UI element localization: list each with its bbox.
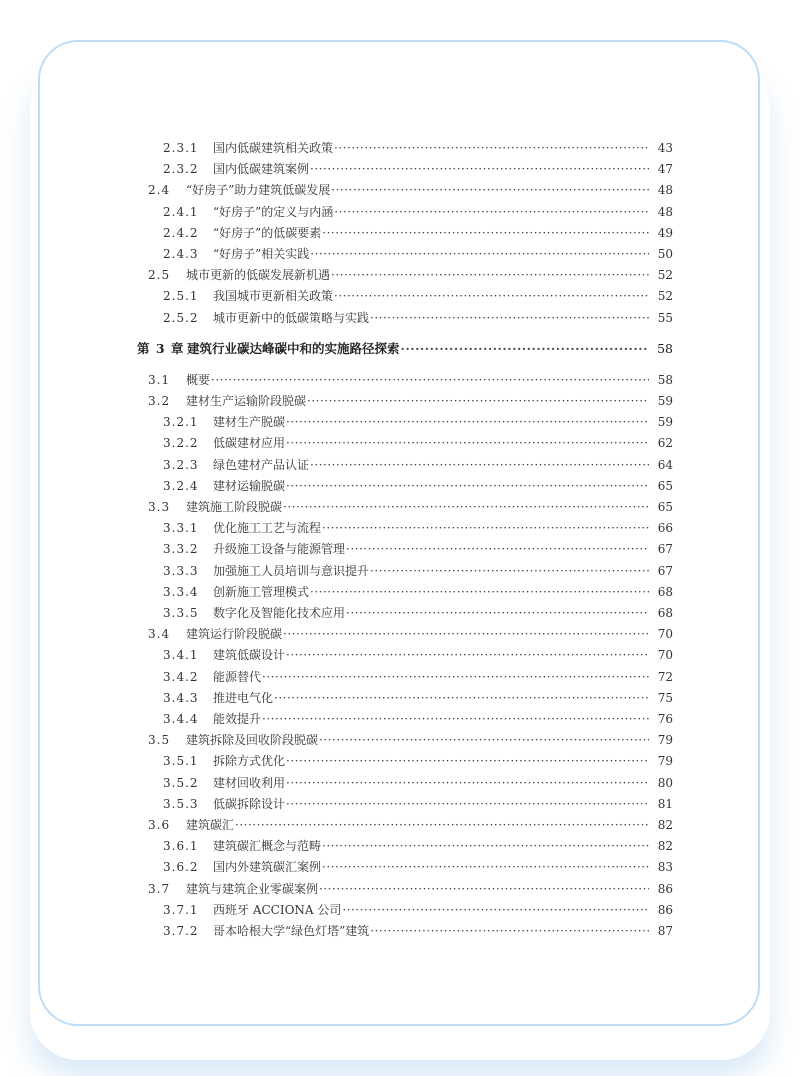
toc-page-number: 81 <box>657 796 673 811</box>
dot-leader <box>310 457 649 473</box>
toc-number: 2.3.2 <box>163 162 199 177</box>
dot-leader <box>262 669 649 685</box>
toc-number: 3.2.3 <box>163 457 199 472</box>
toc-number: 3.3.3 <box>163 563 199 578</box>
toc-page-number: 58 <box>657 372 673 387</box>
dot-leader <box>401 341 649 357</box>
toc-number: 3.6 <box>148 818 171 832</box>
toc-page-number: 72 <box>657 669 673 684</box>
toc-title: 建筑拆除及回收阶段脱碳 <box>186 733 319 748</box>
toc-number: 3.4.2 <box>163 669 199 684</box>
toc-page-number: 79 <box>657 754 673 769</box>
toc-number: 3.4.1 <box>163 648 199 663</box>
toc-number: 2.3.1 <box>163 141 199 155</box>
dot-leader <box>286 753 649 769</box>
toc-title: “好房子”助力建筑低碳发展 <box>186 183 331 198</box>
dot-leader <box>370 563 649 579</box>
toc-title: 建筑行业碳达峰碳中和的实施路径探索 <box>187 340 400 356</box>
toc-entry[interactable] <box>163 796 673 812</box>
dot-leader <box>286 796 649 812</box>
toc-entry[interactable] <box>148 499 673 515</box>
dot-leader <box>322 225 649 241</box>
toc-entry[interactable] <box>148 393 673 409</box>
toc-number: 3.3.2 <box>163 542 199 557</box>
dot-leader <box>319 881 649 897</box>
toc-number: 2.4.2 <box>163 225 199 240</box>
toc-page-number: 82 <box>657 818 673 832</box>
dot-leader <box>334 140 649 156</box>
toc-title: 建材生产运输阶段脱碳 <box>186 394 307 408</box>
toc-entry[interactable] <box>163 669 673 685</box>
toc-number: 3.2.4 <box>163 478 199 493</box>
toc-title: 建筑碳汇 <box>186 818 235 832</box>
toc-entry[interactable] <box>163 859 673 875</box>
toc-page-number: 76 <box>657 712 673 726</box>
dot-leader <box>307 393 649 409</box>
toc-page-number: 70 <box>657 627 673 642</box>
toc-entry[interactable] <box>163 288 673 304</box>
toc-title: 推进电气化 <box>213 690 274 705</box>
toc-entry[interactable] <box>163 457 673 473</box>
dot-leader <box>310 584 649 600</box>
toc-title: 建材运输脱碳 <box>213 478 286 493</box>
toc-title: 国内低碳建筑相关政策 <box>213 141 334 155</box>
toc-entry[interactable] <box>163 520 673 536</box>
dot-leader <box>322 838 649 854</box>
toc-entry[interactable] <box>163 246 673 262</box>
toc-page-number: 70 <box>657 648 673 663</box>
toc-page-number: 66 <box>657 521 673 536</box>
toc-title: 哥本哈根大学“绿色灯塔”建筑 <box>213 924 370 938</box>
toc-page-number: 86 <box>657 902 673 917</box>
toc-title: 我国城市更新相关政策 <box>213 289 334 304</box>
dot-leader <box>283 499 649 515</box>
toc-number: 3.4.3 <box>163 690 199 705</box>
dot-leader <box>274 690 649 706</box>
toc-entry[interactable] <box>148 182 673 198</box>
dot-leader <box>334 204 649 220</box>
toc-page-number: 65 <box>657 478 673 493</box>
toc-entry[interactable] <box>163 690 673 706</box>
toc-title: 建筑低碳设计 <box>213 648 286 663</box>
toc-entry[interactable] <box>148 267 673 283</box>
toc-number: 2.5 <box>148 268 171 283</box>
toc-number: 3.5.3 <box>163 796 199 811</box>
toc-number: 3.6.2 <box>163 860 199 875</box>
toc-number: 3.7 <box>148 881 171 896</box>
toc-entry[interactable] <box>163 140 673 156</box>
toc-entry[interactable] <box>163 478 673 494</box>
toc-entry[interactable] <box>163 541 673 557</box>
toc-page-number: 75 <box>657 690 673 705</box>
toc-page-number: 67 <box>657 542 673 557</box>
dot-leader <box>346 605 649 621</box>
toc-number: 3.6.1 <box>163 839 199 854</box>
toc-page-number: 52 <box>657 268 673 283</box>
toc-title: 优化施工工艺与流程 <box>213 521 322 536</box>
toc-entry[interactable] <box>163 435 673 451</box>
toc-page-number: 80 <box>657 775 673 790</box>
toc-page-number: 68 <box>657 606 673 620</box>
toc-title: 拆除方式优化 <box>213 754 286 769</box>
toc-entry[interactable] <box>163 225 673 241</box>
dot-leader <box>286 647 649 663</box>
dot-leader <box>286 478 649 494</box>
toc-entry[interactable] <box>148 626 673 642</box>
toc-page-number: 83 <box>657 860 673 875</box>
toc-entry[interactable] <box>148 881 673 897</box>
toc-number: 第 3 章 <box>137 340 185 356</box>
toc-page-number: 58 <box>657 340 673 356</box>
toc-title: 建筑与建筑企业零碳案例 <box>186 881 319 896</box>
toc-entry[interactable] <box>163 647 673 663</box>
dot-leader <box>370 310 649 326</box>
dot-leader <box>331 267 649 283</box>
toc-title: 国内低碳建筑案例 <box>213 162 310 177</box>
toc-page-number: 59 <box>657 394 673 408</box>
toc-entry[interactable] <box>163 775 673 791</box>
toc-page-number: 59 <box>657 415 673 430</box>
toc-entry[interactable] <box>163 414 673 430</box>
toc-title: 建筑施工阶段脱碳 <box>186 500 283 514</box>
toc-title: 西班牙 ACCIONA 公司 <box>213 902 342 917</box>
dot-leader <box>286 775 649 791</box>
dot-leader <box>262 711 649 727</box>
toc-page-number: 49 <box>657 225 673 240</box>
toc-number: 2.5.2 <box>163 310 199 325</box>
toc-title: 加强施工人员培训与意识提升 <box>213 563 370 578</box>
toc-title: 国内外建筑碳汇案例 <box>213 860 322 875</box>
toc-page-number: 67 <box>657 563 673 578</box>
toc-page-number: 47 <box>657 162 673 177</box>
toc-entry[interactable] <box>148 372 673 388</box>
toc-entry[interactable] <box>148 817 673 833</box>
dot-leader <box>342 902 649 918</box>
toc-number: 3.2.2 <box>163 436 199 451</box>
toc-page-number: 48 <box>657 183 673 198</box>
toc-title: “好房子”相关实践 <box>213 247 310 261</box>
dot-leader <box>286 435 649 451</box>
toc-title: 绿色建材产品认证 <box>213 457 310 472</box>
toc-entry[interactable] <box>163 838 673 854</box>
toc-number: 3.5.2 <box>163 775 199 790</box>
dot-leader <box>310 246 649 262</box>
toc-page-number: 55 <box>657 310 673 325</box>
toc-entry[interactable] <box>163 923 673 939</box>
toc-page-number: 82 <box>657 839 673 854</box>
toc-number: 3.4.4 <box>163 712 199 726</box>
dot-leader <box>322 520 649 536</box>
toc-title: 城市更新中的低碳策略与实践 <box>213 310 370 325</box>
toc-number: 2.4.3 <box>163 247 199 261</box>
toc-number: 3.3.4 <box>163 584 199 599</box>
toc-entry[interactable] <box>163 563 673 579</box>
toc-title: 低碳建材应用 <box>213 436 286 451</box>
toc-number: 3.3.5 <box>163 606 199 620</box>
toc-title: 数字化及智能化技术应用 <box>213 606 346 620</box>
toc-title: 创新施工管理模式 <box>213 584 310 599</box>
dot-leader <box>310 161 649 177</box>
toc-number: 3.7.1 <box>163 902 199 917</box>
toc-number: 2.4.1 <box>163 204 199 219</box>
toc-page-number: 50 <box>657 247 673 261</box>
toc-title: “好房子”的定义与内涵 <box>213 204 334 219</box>
toc-page-number: 43 <box>657 141 673 155</box>
toc-entry[interactable] <box>163 584 673 600</box>
toc-number: 3.4 <box>148 627 171 642</box>
toc-title: 建材生产脱碳 <box>213 415 286 430</box>
toc-page-number: 48 <box>657 204 673 219</box>
toc-page-number: 87 <box>657 924 673 938</box>
toc-page-number: 79 <box>657 733 673 748</box>
toc-title: 升级施工设备与能源管理 <box>213 542 346 557</box>
dot-leader <box>334 288 649 304</box>
toc-page-number: 65 <box>657 500 673 514</box>
toc-title: 能效提升 <box>213 712 262 726</box>
toc-entry[interactable] <box>163 711 673 727</box>
dot-leader <box>331 182 649 198</box>
toc-page-number: 68 <box>657 584 673 599</box>
toc-number: 3.5 <box>148 733 171 748</box>
toc-page-number: 52 <box>657 289 673 304</box>
dot-leader <box>319 732 649 748</box>
toc-entry[interactable] <box>163 204 673 220</box>
toc-title: 低碳拆除设计 <box>213 796 286 811</box>
toc-entry[interactable] <box>148 732 673 748</box>
toc-title: 能源替代 <box>213 669 262 684</box>
toc-page-number: 86 <box>657 881 673 896</box>
toc-number: 3.2 <box>148 394 171 408</box>
toc-number: 3.1 <box>148 372 171 387</box>
toc-number: 2.4 <box>148 183 171 198</box>
toc-entry[interactable] <box>163 605 673 621</box>
dot-leader <box>286 414 649 430</box>
toc-entry[interactable] <box>163 753 673 769</box>
toc-page-number: 62 <box>657 436 673 451</box>
toc-number: 2.5.1 <box>163 289 199 304</box>
toc-number: 3.5.1 <box>163 754 199 769</box>
toc-title: 建筑碳汇概念与范畴 <box>213 839 322 854</box>
toc-title: “好房子”的低碳要素 <box>213 225 322 240</box>
dot-leader <box>235 817 649 833</box>
toc-entry[interactable] <box>163 310 673 326</box>
toc-chapter-entry[interactable] <box>137 341 673 357</box>
dot-leader <box>211 372 649 388</box>
dot-leader <box>283 626 649 642</box>
dot-leader <box>322 859 649 875</box>
toc-number: 3.3 <box>148 500 171 514</box>
toc-title: 城市更新的低碳发展新机遇 <box>186 268 331 283</box>
toc-page-number: 64 <box>657 457 673 472</box>
toc-number: 3.3.1 <box>163 521 199 536</box>
toc-title: 建筑运行阶段脱碳 <box>186 627 283 642</box>
toc-entry[interactable] <box>163 902 673 918</box>
dot-leader <box>346 541 649 557</box>
toc-number: 3.7.2 <box>163 924 199 938</box>
toc-title: 概要 <box>186 372 211 387</box>
dot-leader <box>370 923 649 939</box>
toc-number: 3.2.1 <box>163 415 199 430</box>
toc-entry[interactable] <box>163 161 673 177</box>
toc-title: 建材回收利用 <box>213 775 286 790</box>
